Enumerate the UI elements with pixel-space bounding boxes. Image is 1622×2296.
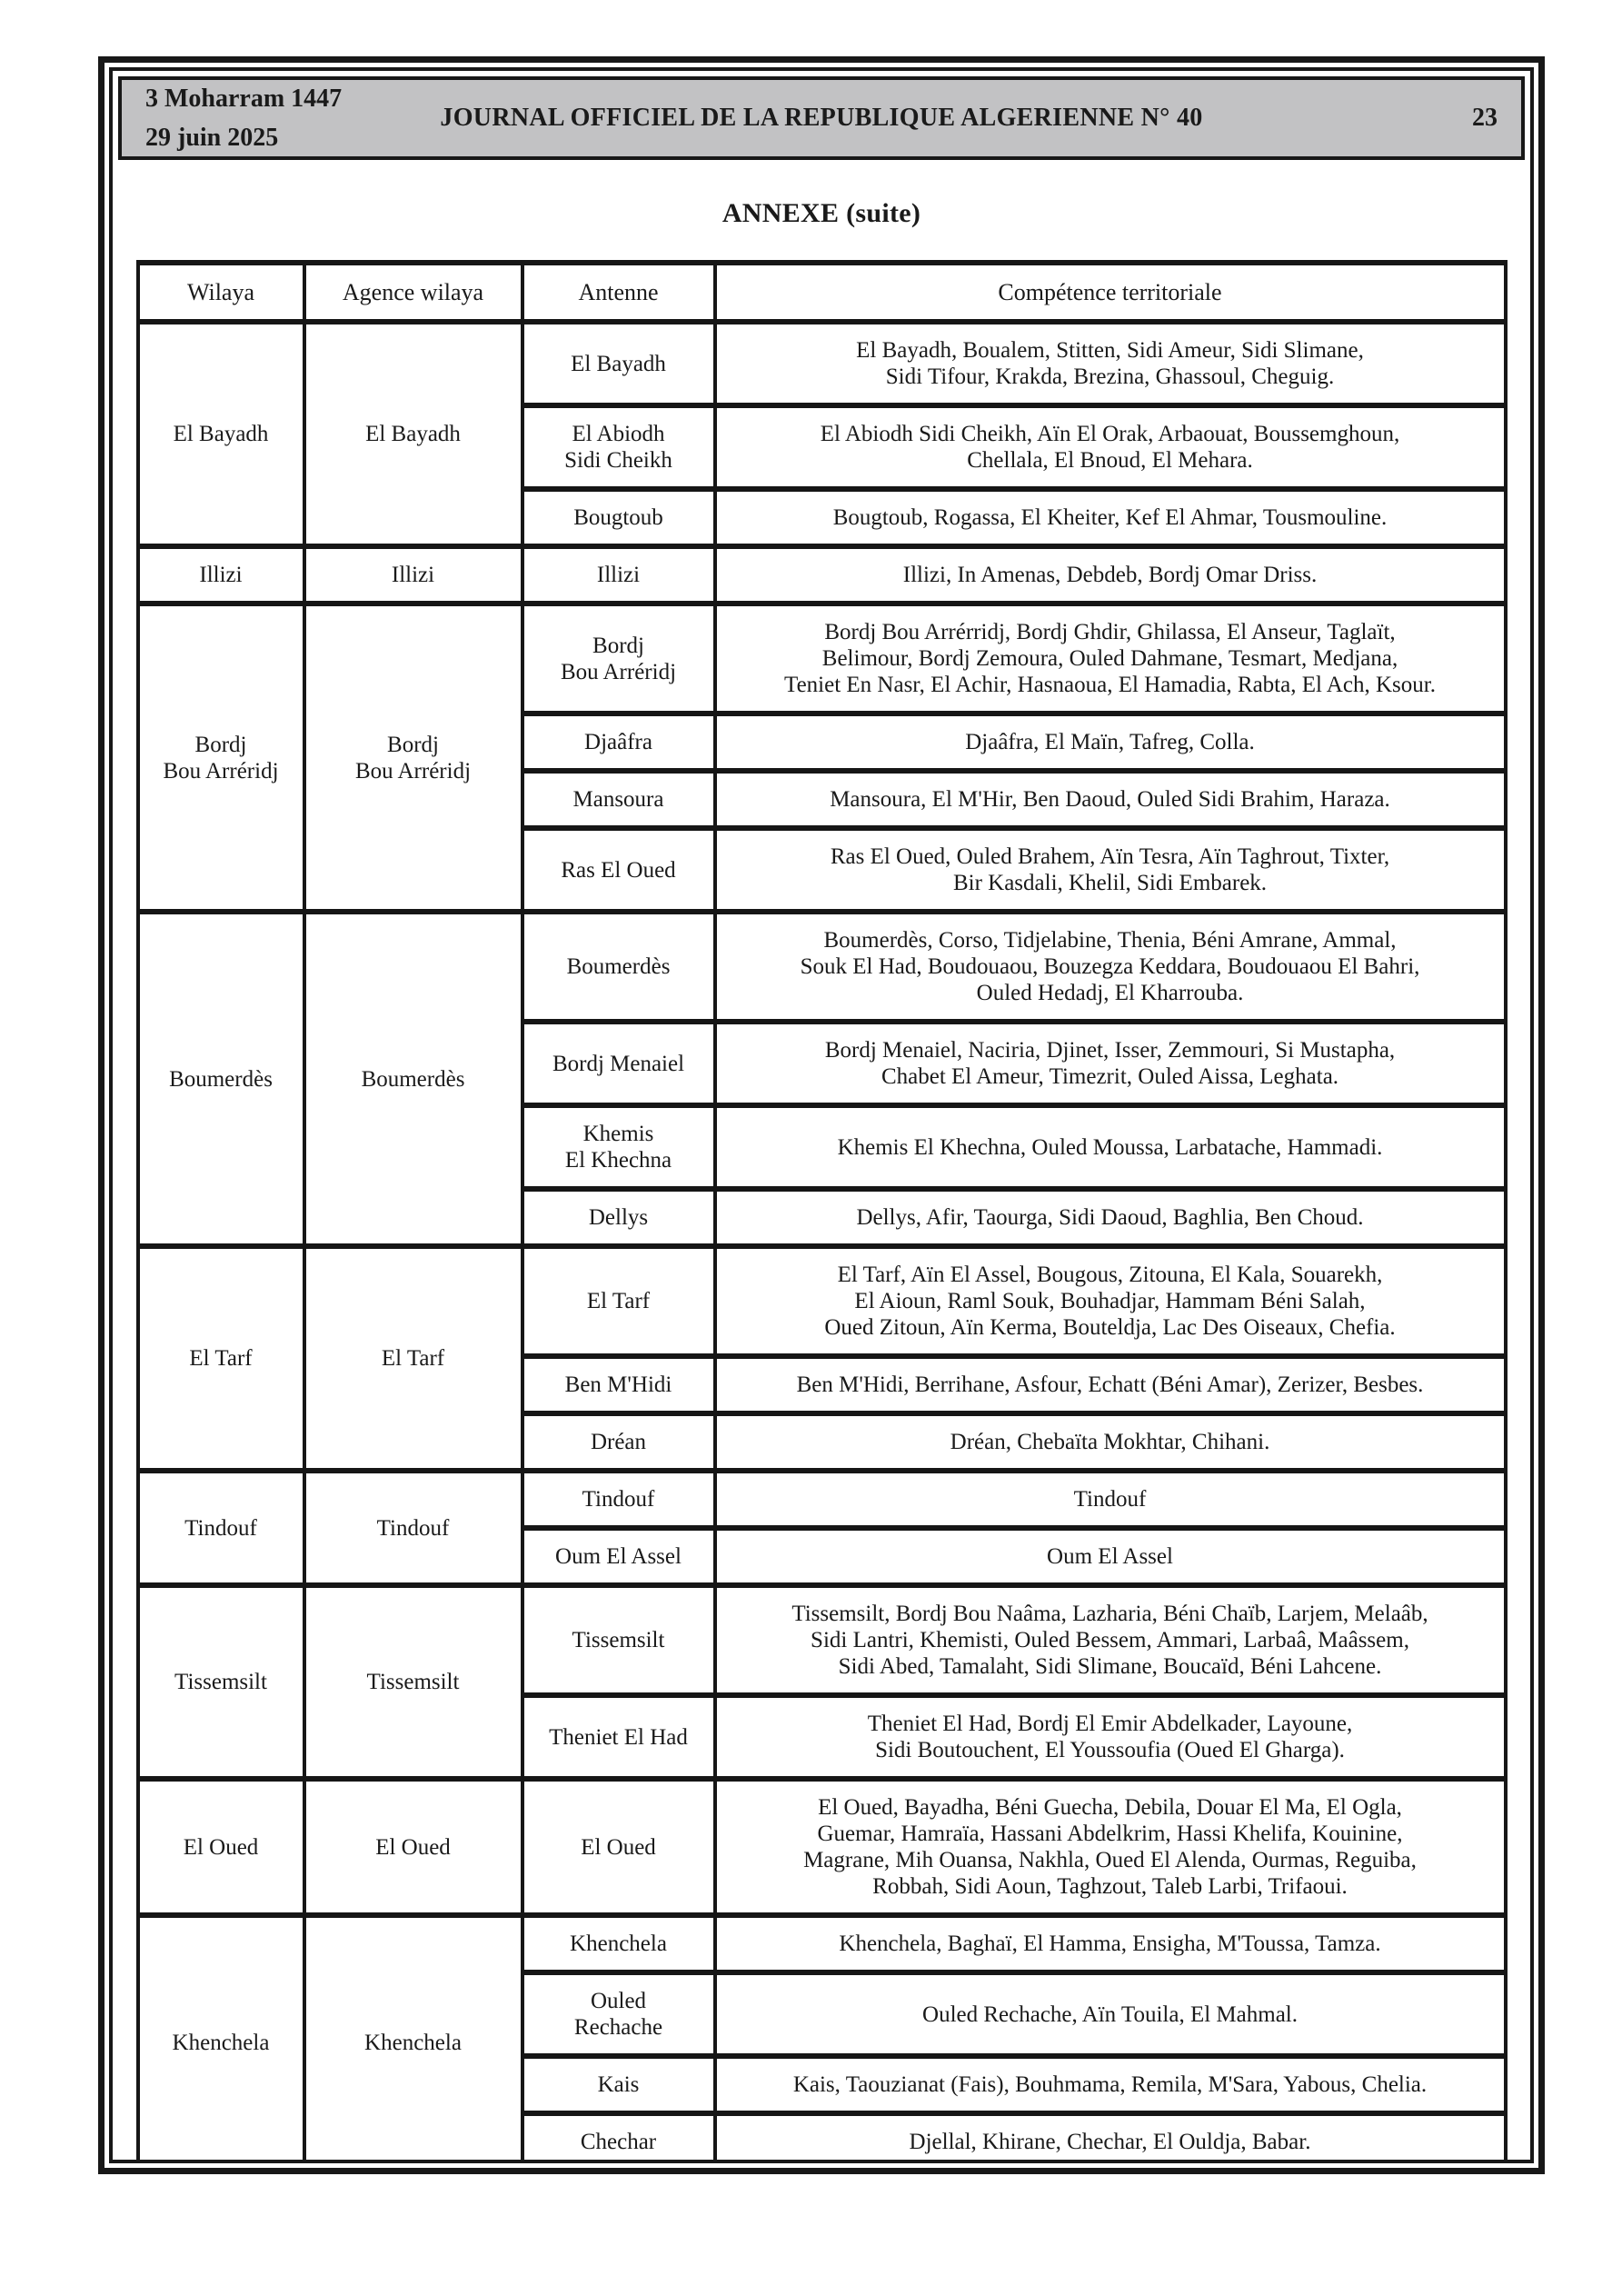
- antenne-cell: Oum El Assel: [522, 1528, 715, 1585]
- antenne-cell: Tindouf: [522, 1471, 715, 1528]
- page-number: 23: [1472, 104, 1498, 132]
- competence-cell: Bougtoub, Rogassa, El Kheiter, Kef El Ahmar, Tousmouline.: [715, 489, 1506, 546]
- annex-table-body: [138, 322, 1506, 2163]
- competence-cell: El Abiodh Sidi Cheikh, Aïn El Orak, Arbaouat, Boussemghoun, Chellala, El Bnoud, El Mehara.: [715, 405, 1506, 489]
- wilaya-cell: El Bayadh: [138, 322, 304, 546]
- page-frame: [98, 56, 1545, 2174]
- antenne-cell: Dellys: [522, 1189, 715, 1246]
- competence-cell: Dréan, Chebaïta Mokhtar, Chihani.: [715, 1413, 1506, 1471]
- agence-wilaya-cell: Tissemsilt: [304, 1585, 522, 1779]
- agence-wilaya-cell: Tindouf: [304, 1471, 522, 1585]
- competence-cell: El Tarf, Aïn El Assel, Bougous, Zitouna, El Kala, Souarekh, El Aioun, Raml Souk, Bouhadjar, Hammam Béni Salah, Oued Zitoun, Aïn Kerma, Bouteldja, Lac Des Oiseaux, Chefia.: [715, 1246, 1506, 1356]
- table-header-row: [138, 263, 1506, 322]
- table-row: [138, 604, 1506, 714]
- agence-wilaya-cell: Khenchela: [304, 1915, 522, 2163]
- table-row: [138, 322, 1506, 405]
- agence-wilaya-cell: Bordj Bou Arréridj: [304, 604, 522, 912]
- wilaya-cell: El Tarf: [138, 1246, 304, 1471]
- table-row: [138, 1246, 1506, 1356]
- table-row: [138, 1471, 1506, 1528]
- page-frame-inner: [109, 67, 1534, 2163]
- antenne-cell: Illizi: [522, 546, 715, 604]
- competence-cell: Boumerdès, Corso, Tidjelabine, Thenia, Béni Amrane, Ammal, Souk El Had, Boudouaou, Bouzegza Keddara, Boudouaou El Bahri, Ouled Hedadj, El Kharrouba.: [715, 912, 1506, 1022]
- journal-masthead: [118, 76, 1525, 160]
- competence-cell: El Oued, Bayadha, Béni Guecha, Debila, Douar El Ma, El Ogla, Guemar, Hamraïa, Hassani Abdelkrim, Hassi Khelifa, Kouinine, Magrane, Mih Ouansa, Nakhla, Oued El Alenda, Ourmas, Reguiba, Robbah, Sidi Aoun, Taghzout, Taleb Larbi, Trifaoui.: [715, 1779, 1506, 1915]
- col-header-competence-territoriale: Compétence territoriale: [715, 263, 1506, 322]
- competence-cell: El Bayadh, Boualem, Stitten, Sidi Ameur, Sidi Slimane, Sidi Tifour, Krakda, Brezina, Ghassoul, Cheguig.: [715, 322, 1506, 405]
- competence-cell: Ben M'Hidi, Berrihane, Asfour, Echatt (Béni Amar), Zerizer, Besbes.: [715, 1356, 1506, 1413]
- col-header-antenne: Antenne: [522, 263, 715, 322]
- wilaya-cell: Bordj Bou Arréridj: [138, 604, 304, 912]
- table-row: [138, 546, 1506, 604]
- antenne-cell: El Oued: [522, 1779, 715, 1915]
- wilaya-cell: Tissemsilt: [138, 1585, 304, 1779]
- agence-wilaya-cell: Illizi: [304, 546, 522, 604]
- wilaya-cell: Illizi: [138, 546, 304, 604]
- antenne-cell: Theniet El Had: [522, 1695, 715, 1779]
- journal-title: JOURNAL OFFICIEL DE LA REPUBLIQUE ALGERIENNE N° 40: [440, 104, 1203, 132]
- table-row: [138, 1585, 1506, 1695]
- antenne-cell: Chechar: [522, 2113, 715, 2163]
- antenne-cell: Tissemsilt: [522, 1585, 715, 1695]
- gregorian-date: 29 juin 2025: [145, 124, 279, 152]
- competence-cell: Bordj Menaiel, Naciria, Djinet, Isser, Zemmouri, Si Mustapha, Chabet El Ameur, Timezrit, Ouled Aissa, Leghata.: [715, 1022, 1506, 1105]
- competence-cell: Khemis El Khechna, Ouled Moussa, Larbatache, Hammadi.: [715, 1105, 1506, 1189]
- competence-cell: Tindouf: [715, 1471, 1506, 1528]
- wilaya-cell: Boumerdès: [138, 912, 304, 1246]
- antenne-cell: El Tarf: [522, 1246, 715, 1356]
- antenne-cell: Ouled Rechache: [522, 1972, 715, 2056]
- wilaya-cell: El Oued: [138, 1779, 304, 1915]
- agence-wilaya-cell: El Oued: [304, 1779, 522, 1915]
- wilaya-cell: Khenchela: [138, 1915, 304, 2163]
- competence-cell: Djaâfra, El Maïn, Tafreg, Colla.: [715, 714, 1506, 771]
- antenne-cell: El Bayadh: [522, 322, 715, 405]
- competence-cell: Kais, Taouzianat (Fais), Bouhmama, Remila, M'Sara, Yabous, Chelia.: [715, 2056, 1506, 2113]
- antenne-cell: Bordj Menaiel: [522, 1022, 715, 1105]
- col-header-wilaya: Wilaya: [138, 263, 304, 322]
- competence-cell: Tissemsilt, Bordj Bou Naâma, Lazharia, Béni Chaïb, Larjem, Melaâb, Sidi Lantri, Khemisti, Ouled Bessem, Ammari, Larbaâ, Maâssem, Sidi Abed, Tamalaht, Sidi Slimane, Boucaïd, Béni Lahcene.: [715, 1585, 1506, 1695]
- antenne-cell: Khenchela: [522, 1915, 715, 1972]
- competence-cell: Khenchela, Baghaï, El Hamma, Ensigha, M'Toussa, Tamza.: [715, 1915, 1506, 1972]
- competence-cell: Mansoura, El M'Hir, Ben Daoud, Ouled Sidi Brahim, Haraza.: [715, 771, 1506, 828]
- competence-cell: Theniet El Had, Bordj El Emir Abdelkader, Layoune, Sidi Boutouchent, El Youssoufia (Oued El Gharga).: [715, 1695, 1506, 1779]
- competence-cell: Bordj Bou Arrérridj, Bordj Ghdir, Ghilassa, El Anseur, Taglaït, Belimour, Bordj Zemoura, Ouled Dahmane, Tesmart, Medjana, Teniet En Nasr, El Achir, Hasnaoua, El Hamadia, Rabta, El Ach, Ksour.: [715, 604, 1506, 714]
- antenne-cell: Boumerdès: [522, 912, 715, 1022]
- antenne-cell: Khemis El Khechna: [522, 1105, 715, 1189]
- annexe-title: ANNEXE (suite): [721, 198, 921, 228]
- antenne-cell: Bougtoub: [522, 489, 715, 546]
- antenne-cell: Kais: [522, 2056, 715, 2113]
- col-header-agence-wilaya: Agence wilaya: [304, 263, 522, 322]
- competence-cell: Djellal, Khirane, Chechar, El Ouldja, Babar.: [715, 2113, 1506, 2163]
- table-row: [138, 1915, 1506, 1972]
- antenne-cell: Dréan: [522, 1413, 715, 1471]
- antenne-cell: Djaâfra: [522, 714, 715, 771]
- competence-cell: Ras El Oued, Ouled Brahem, Aïn Tesra, Aïn Taghrout, Tixter, Bir Kasdali, Khelil, Sidi Embarek.: [715, 828, 1506, 912]
- antenne-cell: Ras El Oued: [522, 828, 715, 912]
- agence-wilaya-cell: Boumerdès: [304, 912, 522, 1246]
- competence-cell: Oum El Assel: [715, 1528, 1506, 1585]
- antenne-cell: Mansoura: [522, 771, 715, 828]
- hijri-date: 3 Moharram 1447: [145, 84, 343, 113]
- table-row: [138, 912, 1506, 1022]
- antenne-cell: Ben M'Hidi: [522, 1356, 715, 1413]
- competence-cell: Ouled Rechache, Aïn Touila, El Mahmal.: [715, 1972, 1506, 2056]
- antenne-cell: El Abiodh Sidi Cheikh: [522, 405, 715, 489]
- competence-cell: Dellys, Afir, Taourga, Sidi Daoud, Baghlia, Ben Choud.: [715, 1189, 1506, 1246]
- antenne-cell: Bordj Bou Arréridj: [522, 604, 715, 714]
- date-block: [145, 79, 342, 158]
- agence-wilaya-cell: El Tarf: [304, 1246, 522, 1471]
- competence-cell: Illizi, In Amenas, Debdeb, Bordj Omar Driss.: [715, 546, 1506, 604]
- table-row: [138, 1779, 1506, 1915]
- annex-table: [136, 260, 1508, 2163]
- agence-wilaya-cell: El Bayadh: [304, 322, 522, 546]
- wilaya-cell: Tindouf: [138, 1471, 304, 1585]
